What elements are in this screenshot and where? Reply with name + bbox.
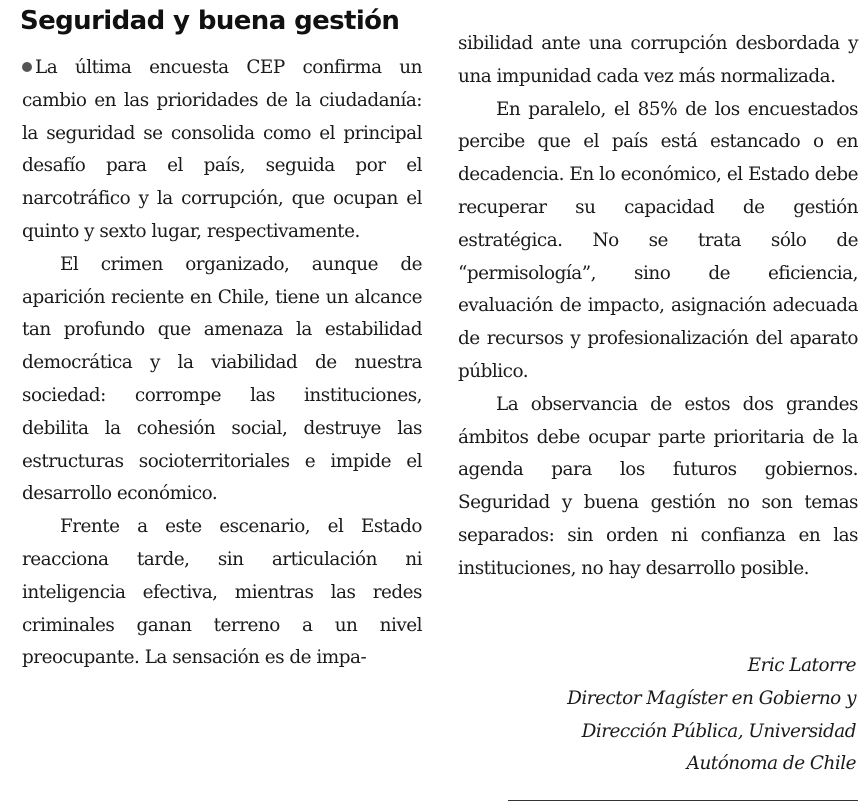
author-signature — [436, 650, 856, 781]
author-name: Eric Latorre — [747, 655, 856, 676]
article-paragraph: sibilidad ante una corrupción desbordada y una impunidad cada vez más normalizada. — [458, 33, 858, 87]
article-headline: Seguridad y buena gestión — [20, 6, 400, 36]
paragraph-text: La última encuesta CEP confirma un cambio en las prioridades de la ciudadanía: la seguridad se consolida como el principal desafío para el país, seguida por el narcotráfico y la corrupción, que ocupan el quinto y sexto lugar, respectivamente. — [22, 57, 422, 242]
divider-rule — [508, 800, 858, 801]
article-paragraph: En paralelo, el 85% de los encuestados percibe que el país está estancado o en decadencia. En lo económico, el Estado debe recuperar su capacidad de gestión estratégica. No se trata sólo de “permisología”, sino de eficiencia, evaluación de impacto, asignación adecuada de recursos y profesionalización del aparato público. — [458, 98, 858, 382]
article-paragraph — [22, 52, 422, 249]
author-title-line: Dirección Pública, Universidad — [581, 720, 856, 742]
author-title-line: Autónoma de Chile — [686, 753, 856, 775]
article-paragraph: La observancia de estos dos grandes ámbitos debe ocupar parte prioritaria de la agenda para los futuros gobiernos. Seguridad y buena gestión no son temas separados: sin orden ni confianza en las instituciones, no hay desarrollo posible. — [458, 393, 858, 579]
bullet-icon — [22, 62, 32, 72]
article-paragraph: Frente a este escenario, el Estado reacciona tarde, sin articulación ni inteligencia efectiva, mientras las redes criminales ganan terreno a un nivel preocupante. La sensación es de impa- — [22, 516, 422, 669]
article-paragraph: El crimen organizado, aunque de aparición reciente en Chile, tiene un alcance tan profundo que amenaza la estabilidad democrática y la viabilidad de nuestra sociedad: corrompe las instituciones, debilita la cohesión social, destruye las estructuras socioterritoriales e impide el desarrollo económico. — [22, 253, 422, 505]
article-column-left — [22, 52, 422, 675]
author-title-line: Director Magíster en Gobierno y — [567, 687, 856, 709]
article-column-right — [458, 28, 858, 586]
